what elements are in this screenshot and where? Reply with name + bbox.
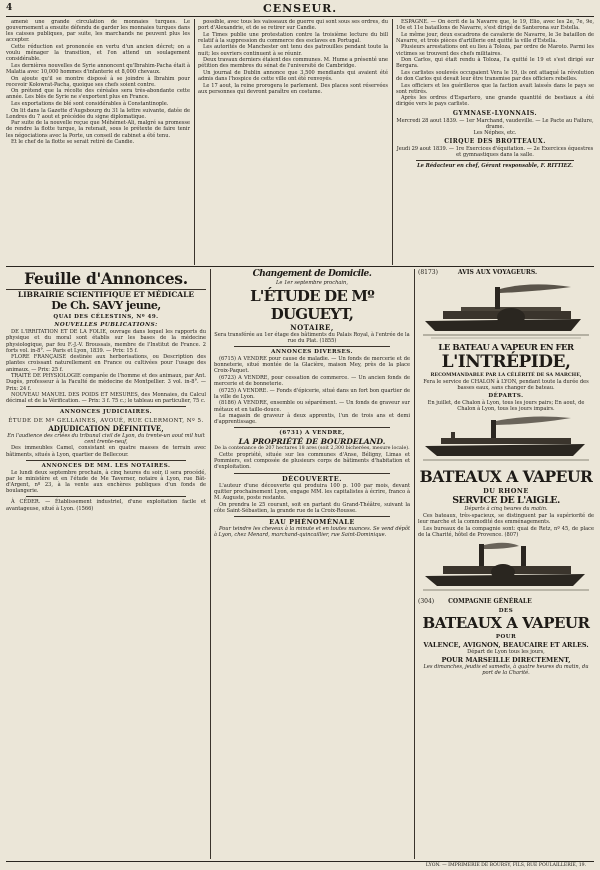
changement-date: Le 1er septembre prochain, xyxy=(276,280,348,286)
printer-footer: LYON. — IMPRIMERIE DE BOURSY, FILS, RUE POULAILLERIE, 19. xyxy=(425,863,587,868)
departs-text: En juillet, de Chalon à Lyon, tous les jours pairs; En aout, de Chalon à Lyon, tous les jours impairs. xyxy=(427,400,585,413)
des-label: DES xyxy=(498,608,514,615)
eau-title: EAU PHÉNOMÉNALE xyxy=(269,517,355,526)
article-paragraph: Le Times publie une protestation contre la troisième lecture du bill relatif à la suppression du commerce des esclaves en Portugal. xyxy=(198,31,388,44)
judiciaires-heading: ANNONCES JUDICIAIRES. xyxy=(59,409,153,416)
dimanche-line: Les dimanches, jeudis et samedis, à quatre heures du matin, du port de la Charité. xyxy=(423,663,589,677)
nouvelles-heading: NOUVELLES PUBLICATIONS: xyxy=(54,322,158,329)
article-paragraph: Cette réduction est prononcée en vertu d'un ancien décret; on a voulu ménager la transition, et l'on attend un soulagement considérable. xyxy=(6,44,190,63)
annonces-column xyxy=(214,269,410,859)
bateaux-vapeur-title: BATEAUX A VAPEUR xyxy=(419,467,593,487)
article-paragraph: ESPAGNE. — On écrit de la Navarre que, le 19, Elio, avec les 2e, 7e, 9e, 10e et 11e bataillons de Navarre, s'est dirigé de Santerona sur Estella. xyxy=(396,19,594,32)
steamboat-column xyxy=(418,269,594,859)
article-paragraph: possible, avec tous les vaisseaux de guerre qui sont sous ses ordres, du port d'Alexandrie, et de se retirer sur Candie. xyxy=(198,19,388,32)
librairie-heading: LIBRAIRIE SCIENTIFIQUE ET MÉDICALE xyxy=(17,290,195,299)
article-paragraph: On prétend que la récolte des céréales sera très-abondante cette année. Les blés de Syrie ne s'exportent plus en France. xyxy=(6,88,190,101)
top-column-3 xyxy=(396,19,594,265)
divider xyxy=(26,496,186,497)
compagnie-number: (304) xyxy=(418,598,435,606)
aigle-text: Ces bateaux, très-spacieux, se distinguent par la supériorité de leur marche et la commodité des emménagements. xyxy=(418,513,594,526)
divider xyxy=(234,516,390,517)
decouverte-text-2: On prendra le 25 courant, soit en partant du Grand-Théâtre, suivant la côte Saint-Sébastien, la grande rue de la Croix-Rousse. xyxy=(214,501,410,514)
article-paragraph: Les exportations de blé sont considérables à Constantinople. xyxy=(11,100,169,107)
a-vendre-heading: (6731) A VENDRE, xyxy=(279,430,345,437)
classified-ad: (6725) A VENDRE. — Fonds d'épicerie, situé dans un fort bon quartier de la ville de Lyon. xyxy=(214,387,410,400)
article-paragraph: Les dernières nouvelles de Syrie annoncent qu'Ibrahim-Pacha était à Malatia avec 10,000 hommes d'infanterie et 8,000 chevaux. xyxy=(6,62,190,76)
depart-lyon: Départ de Lyon tous les jours, xyxy=(467,649,545,656)
departs-title: DÉPARTS. xyxy=(488,392,524,399)
bateau-fer-title: LE BATEAU A VAPEUR EN FER xyxy=(438,343,574,353)
adjudication-body: Des immeubles Camel, consistant en quatre masses de terrain avec bâtiments, situés à Lyon, quartier de Bellecour. xyxy=(6,445,206,458)
ad-number: (8173) xyxy=(418,269,438,276)
article-paragraph: On lit dans la Gazette d'Augsbourg du 31 la lettre suivante, datée de Londres du 7 aout et précédée du signe diplomatique. xyxy=(6,107,190,120)
bourdeland-sub: De la contenance de 207 hectares 18 ares (soit 2,300 bicherées, mesure locale). xyxy=(214,445,410,451)
gymnase-title: GYMNASE-LYONNAIS. xyxy=(452,109,538,117)
a-ceder-ad: À CÉDER. — Établissement industriel, d'une exploitation facile et avantageuse, situé à Lyon. (1566) xyxy=(6,499,206,512)
steamboat-illustration-2 xyxy=(421,414,591,466)
notaire-ad: Le lundi deux septembre prochain, à cinq heures du soir, il sera procédé, par le ministère et en l'étude de Me Taverner, notaire à Lyon, rue Bât-d'Argent, nº 23, à la vente aux enchères publiques d'un fonds de boulangerie. xyxy=(6,469,206,495)
article-paragraph: Et le chef de la flotte se serait retiré de Candie. xyxy=(11,139,135,146)
column-divider xyxy=(392,19,393,265)
top-column-2 xyxy=(198,19,388,265)
notaires-heading: ANNONCES DE MM. LES NOTAIRES. xyxy=(41,462,171,469)
article-paragraph: Les carlistes soulevés occupaient Vera le 19, ils ont attaqué la révolution de don Carlos qui devait leur être transmise par des officiers rebelles. xyxy=(396,69,594,82)
ad-heading-row xyxy=(418,269,594,277)
service-text: Fera le service de CHALON à LYON, pendant toute la durée des basses eaux, sans changer de bateau. xyxy=(423,378,589,391)
book-ad: DE L'IRRITATION ET DE LA FOLIE, ouvrage dans lequel les rapports du physique et du moral sont établis sur les bases de la médecine physiologique, par feu F.-J.-V. Broussais, membre de l'Institut de France. 2 forts vol. in-8°. — Paris et Lyon, 1839. — Prix: 15 f. xyxy=(6,329,206,354)
valence-line: VALENCE, AVIGNON, BEAUCAIRE ET ARLES. xyxy=(423,641,589,650)
decouverte-title: DÉCOUVERTE. xyxy=(282,474,342,483)
classified-ad: (6723) A VENDRE, pour cessation de commerce. — Un ancien fonds de mercerie et de bonneterie. xyxy=(214,375,410,388)
divider xyxy=(234,346,390,347)
column-divider xyxy=(210,269,211,859)
compagnie-row xyxy=(418,598,594,606)
rhone-line: DU RHONE xyxy=(483,487,529,496)
diverses-heading: ANNONCES DIVERSES. xyxy=(271,349,353,356)
compagnie-title: COMPAGNIE GÉNÉRALE xyxy=(448,598,532,606)
etude-title: L'ÉTUDE DE Mº DUGUEYT, xyxy=(250,286,374,323)
pour-label: POUR xyxy=(495,634,517,641)
article-paragraph: Un journal de Dublin annonce que 3,500 mendiants qui avaient été admis dans l'hospice de cette ville ont été renvoyés. xyxy=(198,69,388,82)
article-paragraph: amené une grande circulation de monnaies turques. Le gouvernement a ensuite défendu de garder les monnaies turques dans les caisses publiques, par suite, les marchands ne peuvent plus les accepter. xyxy=(6,19,190,44)
redacteur-line: Le Rédacteur en chef, Gérant responsable, F. RITTIEZ. xyxy=(417,163,573,170)
top-column-1 xyxy=(6,19,190,265)
marseille-line: POUR MARSEILLE DIRECTEMENT, xyxy=(441,655,571,664)
divider xyxy=(234,427,390,428)
masthead: CENSEUR. xyxy=(262,2,338,15)
steamboat-illustration xyxy=(421,279,591,341)
article-paragraph: Plusieurs arrestations ont eu lieu à Toloza, par ordre de Maroto. Parmi les victimes se trouvent des chefs militaires. xyxy=(396,44,594,57)
classified-ad: (6715) A VENDRE pour cause de maladie. — Un fonds de mercerie et de bonneterie, situé montée de la Glacière, maison Mey, près de la place Croix-Paquet. xyxy=(214,356,410,375)
bourdeland-title: LA PROPRIÉTÉ DE BOURDELAND. xyxy=(238,436,386,446)
steamboat-illustration-3 xyxy=(421,540,591,596)
eau-text: Pour teindre les cheveux à la minute et en toutes nuances. Se vend dépôt à Lyon, chez Menard, marchand-quincaillier, rue Saint-Dominique. xyxy=(214,526,410,539)
bureau-text: Les bureaux de la compagnie sont: quai de Retz, nº 45, de place de la Charité, hôtel de Provence. (807) xyxy=(418,525,594,538)
adjudication-text: En l'audience des criées du tribunal civil de Lyon, du trente-un aout mil huit cent trente-neuf, xyxy=(7,432,205,445)
book-ad: NOUVEAU MANUEL DES POIDS ET MESURES, des Monnaies, du Calcul décimal et de la Vérification. — Prix: 3 f. 75 c.; le tableau en particulier, 75 c. xyxy=(6,392,206,405)
page-header xyxy=(6,2,594,17)
column-divider xyxy=(414,269,415,859)
article-paragraph: Après les ordres d'Espartero, une grande quantité de bestiaux a été dirigée vers le pays carliste. xyxy=(396,95,594,108)
adjudication-title: ADJUDICATION DÉFINITIVE, xyxy=(48,423,164,433)
gymnase-program-2: Les Néphes, etc. xyxy=(473,130,517,137)
article-paragraph: On ajoute qu'il se montre disposé à se joindre à Ibrahim pour recevoir Kolowrat-Pacha, quoique ses chefs soient contre. xyxy=(6,75,190,88)
article-paragraph: Les officiers et les guérilleros que la faction avait laissés dans le pays se sont retirés. xyxy=(396,82,594,95)
divider xyxy=(416,160,574,161)
classified-ad: (8186) A VENDRE, ensemble ou séparément. — Un fonds de graveur sur métaux et en taille-douce. xyxy=(214,400,410,413)
avis-title: AVIS AUX VOYAGEURS. xyxy=(457,269,538,276)
book-ad: FLORE FRANÇAISE destinée aux herborisations, ou Description des plantes croissant naturellement en France ou cultivées pour l'usage des animaux. — Prix: 25 f. xyxy=(6,354,206,373)
cirque-program: Jeudi 29 aout 1839. — 1re Exercices d'équitation. — 2e Exercices équestres et gymnastiques dans la salle. xyxy=(396,145,594,158)
cirque-title: CIRQUE DES BROTTEAUX. xyxy=(444,137,546,145)
footer-divider xyxy=(6,861,594,862)
classified-ad: Le magasin de graveur à deux apprentis, l'un de trois ans et demi d'apprentissage. xyxy=(214,413,410,426)
transfer-text: Sera transférée au 1er étage des bâtiments du Palais Royal, à l'entrée de la rue du Plat. (1855) xyxy=(214,331,410,344)
feuille-column xyxy=(6,269,206,859)
divider xyxy=(26,406,186,407)
article-paragraph: Le 17 aout, la reine prorogera le parlement. Des places sont réservées aux personnes qui devront paraître en costume. xyxy=(198,82,388,95)
article-paragraph: Le même jour, deux escadrons de cavalerie de Navarre, le 3e bataillon de Navarre, et trois pièces d'artillerie ont quitté la ville d'Estella. xyxy=(396,31,594,44)
savy-address: QUAI DES CÉLESTINS, Nº 49. xyxy=(53,314,159,320)
aigle-sub: Départs à cinq heures du matin. xyxy=(464,506,548,513)
article-paragraph: Les autorités de Manchester ont tenu des patrouilles pendant toute la nuit; les ouvriers continuent à se réunir. xyxy=(198,44,388,57)
changement-title: Changement de Domicile. xyxy=(252,269,372,279)
decouverte-text: L'auteur d'une découverte qui produira 100 p. 100 par mois, devant quitter prochainement Lyon, engage MM. les capitalistes à écrire, franco à M. Auguste, poste restante. xyxy=(214,482,410,502)
book-ad: TRAITÉ DE PHYSIOLOGIE comparée de l'homme et des animaux, par Ant. Dugès, professeur à la Faculté de médecine de Montpellier. 3 vol. in-8°. — Prix: 24 f. xyxy=(6,373,206,392)
notaire-label: NOTAIRE, xyxy=(290,322,334,332)
feuille-title: Feuille d'Annonces. xyxy=(24,269,188,288)
section-divider xyxy=(6,266,594,267)
aigle-title: SERVICE DE L'AIGLE. xyxy=(452,495,560,507)
intrepide-title: L'INTRÉPIDE, xyxy=(441,352,571,372)
gymnase-program: Mercredi 28 aout 1839. — 1er Marchand, vaudeville. — Le Pacte au Failure, drame. xyxy=(396,117,594,130)
article-paragraph: Par suite de la nouvelle reçue que Méhémet-Ali, malgré sa promesse de rendre la flotte turque, la retenait, sous le prétexte de faire tenir les négociations avec la Porte, un conseil de cabinet a été tenu. xyxy=(6,120,190,139)
bateaux-vapeur-title-2: BATEAUX A VAPEUR xyxy=(422,614,590,633)
article-paragraph: Deux travaux derniers étaient des communes. M. Hume a présenté une pétition des membres du sénat de l'université de Cambridge. xyxy=(198,57,388,70)
etude-line: ÉTUDE DE Mº GELLAINES, AVOUÉ, RUE CLERMONT, Nº 5. xyxy=(8,417,204,424)
divider xyxy=(26,460,186,461)
bourdeland-text: Cette propriété, située sur les communes d'Anse, Béligny, Limas et Pommiers, est composée de plusieurs corps de bâtiments d'habitation et d'exploitation. xyxy=(214,452,410,471)
article-paragraph: Don Carlos, qui était rendu à Toloza, l'a quitté le 19 et s'est dirigé sur Bergara. xyxy=(396,57,594,70)
page-number: 4 xyxy=(6,3,13,13)
divider xyxy=(234,473,390,474)
column-divider xyxy=(194,19,195,265)
savy-name: De Ch. SAVY jeune, xyxy=(51,299,161,312)
recommandable-line: RECOMMANDABLE PAR LA CÉLÉRITÉ DE SA MARCHE, xyxy=(430,372,582,378)
